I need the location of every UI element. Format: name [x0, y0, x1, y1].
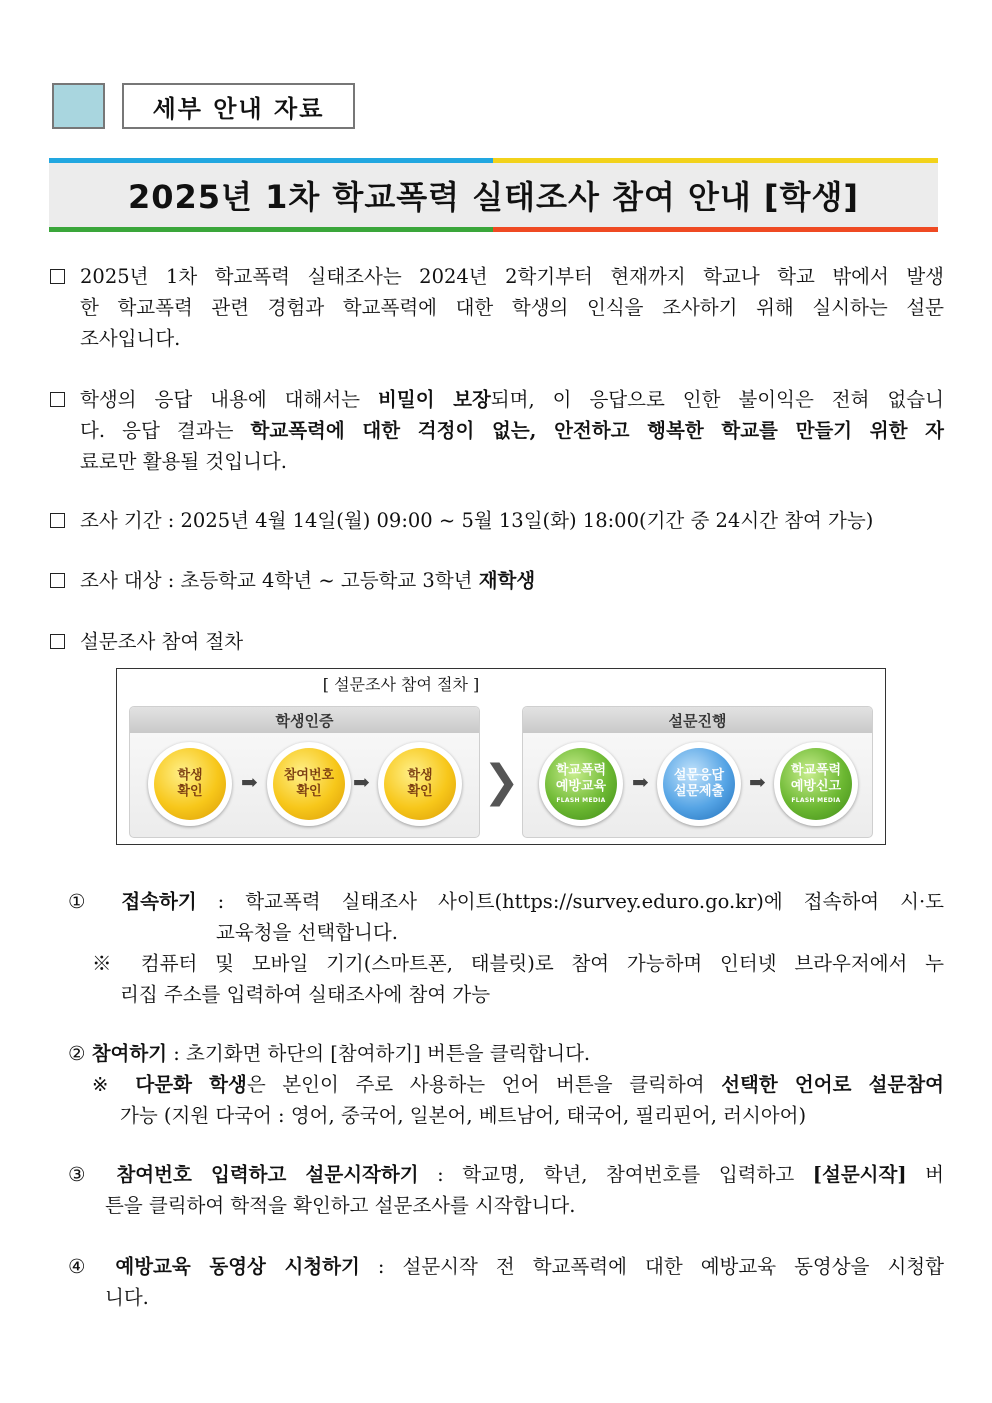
intro-p2-line2: 다. 응답 결과는 학교폭력에 대한 걱정이 없는, 안전하고 행복한 학교를 만들기 위한 자: [80, 419, 944, 442]
checkbox-icon: [50, 573, 65, 592]
step2-note-line1: ※ 다문화 학생은 본인이 주로 사용하는 언어 버튼을 클릭하여 선택한 언어로 설문참여: [92, 1073, 945, 1096]
step2-note-line2: 가능 (지원 다국어 : 영어, 중국어, 일본어, 베트남어, 태국어, 필리핀어, 러시아어): [120, 1104, 807, 1127]
arrow-right-icon: ➡: [632, 770, 649, 794]
step-prevention-report: 학교폭력 예방신고 FLASH MEDIA: [774, 742, 858, 826]
diagram-title: [ 설문조사 참여 절차 ]: [322, 675, 480, 694]
intro-p1-line3: 조사입니다.: [80, 327, 181, 350]
step1-line1: ① 접속하기 : 학교폭력 실태조사 사이트(https://survey.eduro.go.kr)에 접속하여 시·도: [68, 890, 944, 913]
intro-p1-line2: 한 학교폭력 관련 경험과 학교폭력에 대한 학생의 인식을 조사하기 위해 실시하는 설문: [80, 296, 944, 319]
checkbox-icon: [50, 513, 65, 532]
step-student-check-1: 학생 확인: [148, 742, 232, 826]
arrow-right-icon: ➡: [353, 770, 370, 794]
step3-line2: 튼을 클릭하여 학적을 확인하고 설문조사를 시작합니다.: [105, 1194, 576, 1217]
step-participation-number: 참여번호 확인: [267, 742, 351, 826]
panel-survey-progress-header: 설문진행: [523, 707, 872, 733]
step4-line1: ④ 예방교육 동영상 시청하기 : 설문시작 전 학교폭력에 대한 예방교육 동영상을 시청합: [68, 1255, 944, 1278]
step1-note-line1: ※ 컴퓨터 및 모바일 기기(스마트폰, 태블릿)로 참여 가능하며 인터넷 브라우저에서 누: [92, 952, 944, 975]
intro-p1-line1: 2025년 1차 학교폭력 실태조사는 2024년 2학기부터 현재까지 학교나 학교 밖에서 발생: [80, 265, 944, 288]
intro-p2-line1: 학생의 응답 내용에 대해서는 비밀이 보장되며, 이 응답으로 인한 불이익은 전혀 없습니: [80, 388, 944, 411]
step2-line1: ② 참여하기 : 초기화면 하단의 [참여하기] 버튼을 클릭합니다.: [68, 1042, 591, 1065]
step-survey-submit: 설문응답 설문제출: [657, 742, 741, 826]
page-title: 2025년 1차 학교폭력 실태조사 참여 안내 [학생]: [49, 163, 938, 227]
survey-period: 조사 기간 : 2025년 4월 14일(월) 09:00 ~ 5월 13일(화) 18:00(기간 중 24시간 참여 가능): [80, 509, 874, 532]
step4-line2: 니다.: [105, 1286, 149, 1309]
step3-line1: ③ 참여번호 입력하고 설문시작하기 : 학교명, 학년, 참여번호를 입력하고 [설문시작] 버: [68, 1163, 944, 1186]
panel-student-auth-header: 학생인증: [130, 707, 479, 733]
checkbox-icon: [50, 634, 65, 653]
arrow-right-icon: ➡: [241, 770, 258, 794]
intro-p2-line3: 료로만 활용될 것입니다.: [80, 450, 287, 473]
header-color-square: [52, 83, 105, 129]
arrow-right-icon: ➡: [749, 770, 766, 794]
banner-bottom-bar-red: [493, 227, 938, 232]
checkbox-icon: [50, 269, 65, 288]
checkbox-icon: [50, 392, 65, 411]
big-chevron-icon: ❯: [483, 756, 520, 807]
section-tag: 세부 안내 자료: [122, 83, 355, 129]
step1-note-line2: 리집 주소를 입력하여 실태조사에 참여 가능: [120, 983, 491, 1006]
banner-bottom-bar-green: [49, 227, 493, 232]
procedure-heading: 설문조사 참여 절차: [80, 630, 244, 653]
step-student-check-2: 학생 확인: [378, 742, 462, 826]
step-prevention-education: 학교폭력 예방교육 FLASH MEDIA: [539, 742, 623, 826]
survey-target: 조사 대상 : 초등학교 4학년 ~ 고등학교 3학년 재학생: [80, 569, 536, 592]
step1-line2: 교육청을 선택합니다.: [216, 921, 398, 944]
